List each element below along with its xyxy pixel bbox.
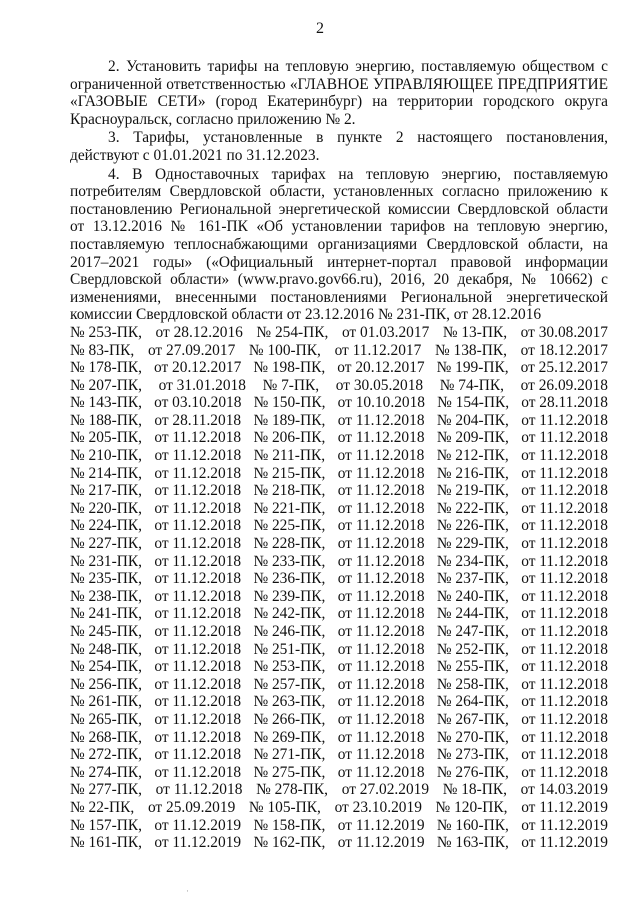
resolution-number: № 74-ПК, bbox=[439, 376, 505, 394]
resolution-number: № 211-ПК, bbox=[253, 447, 326, 465]
resolution-number: № 241-ПК, bbox=[70, 605, 142, 623]
resolution-date: от 11.12.2018 bbox=[154, 482, 242, 500]
resolution-number: № 248-ПК, bbox=[70, 640, 142, 658]
paragraph-amendments: 4. В Одноставочных тарифах на тепловую энергию, поставляемую потребителям Свердловской области, установленных согласно приложению к постановлению Региональной энергетической комиссии Свердловской области от 13.12.2016 № 161-ПК «Об установлении тарифов на тепловую энергию, поставляемую теплоснабжающими организациями Свердловской области, на 2017–2021 годы» («Официальный интернет-портал правовой информации Свердловской области» (www.pravo.gov66.ru), 2016, 20 декабря, № 10662) с изменениями, внесенными постановлениями Региональной энергетической комиссии Свердловской области от 23.12.2016 № 231-ПК, от 28.12.2016 bbox=[70, 165, 608, 324]
amendment-row bbox=[70, 729, 608, 747]
resolution-date: от 11.12.2018 bbox=[154, 429, 242, 447]
amendment-row bbox=[70, 535, 608, 553]
resolution-number: № 154-ПК, bbox=[437, 394, 510, 412]
resolution-date: от 11.12.2018 bbox=[154, 763, 242, 781]
resolution-number: № 244-ПК, bbox=[436, 605, 509, 623]
resolution-number: № 254-ПК, bbox=[256, 323, 329, 341]
amendment-row bbox=[70, 465, 608, 483]
resolution-date: от 11.12.2019 bbox=[337, 816, 425, 834]
resolution-number: № 239-ПК, bbox=[253, 587, 326, 605]
resolution-number: № 266-ПК, bbox=[253, 710, 326, 728]
page-number: 2 bbox=[316, 20, 324, 37]
resolution-date: от 11.12.2018 bbox=[154, 587, 242, 605]
amendment-row bbox=[70, 623, 608, 641]
resolution-date: от 11.12.2019 bbox=[337, 834, 425, 852]
resolution-date: от 11.12.2018 bbox=[337, 552, 425, 570]
resolution-date: от 11.12.2018 bbox=[154, 570, 242, 588]
resolution-date: от 11.12.2018 bbox=[337, 763, 425, 781]
resolution-date: от 11.12.2019 bbox=[521, 798, 608, 816]
resolution-date: от 11.12.2018 bbox=[337, 499, 425, 517]
amendment-row bbox=[70, 605, 608, 623]
resolution-number: № 270-ПК, bbox=[436, 728, 509, 746]
document-body bbox=[70, 58, 608, 852]
resolution-number: № 100-ПК, bbox=[248, 341, 321, 359]
resolution-date: от 26.09.2018 bbox=[520, 376, 608, 394]
amendment-list bbox=[70, 324, 608, 852]
amendment-row bbox=[70, 711, 608, 729]
resolution-date: от 10.10.2018 bbox=[337, 394, 425, 412]
resolution-number: № 226-ПК, bbox=[436, 517, 509, 535]
resolution-number: № 189-ПК, bbox=[253, 411, 326, 429]
resolution-date: от 11.12.2018 bbox=[337, 728, 425, 746]
resolution-date: от 11.12.2018 bbox=[154, 499, 242, 517]
resolution-date: от 11.12.2018 bbox=[337, 464, 425, 482]
resolution-date: от 20.12.2017 bbox=[337, 359, 425, 377]
resolution-date: от 11.12.2018 bbox=[337, 710, 425, 728]
amendment-row bbox=[70, 799, 608, 817]
resolution-date: от 11.12.2018 bbox=[154, 710, 242, 728]
resolution-number: № 13-ПК, bbox=[442, 323, 508, 341]
resolution-date: от 11.12.2018 bbox=[154, 623, 242, 640]
resolution-number: № 218-ПК, bbox=[253, 482, 326, 500]
resolution-date: от 11.12.2018 bbox=[521, 570, 608, 588]
resolution-number: № 212-ПК, bbox=[436, 447, 509, 465]
paragraph-tariffs-set: 2. Установить тарифы на тепловую энергию, поставляемую обществом с ограниченной ответственностью «ГЛАВНОЕ УПРАВЛЯЮЩЕЕ ПРЕДПРИЯТИЕ «ГАЗОВЫЕ СЕТИ» (город Екатеринбург) на территории городского округа Красноуральск, согласно приложению № 2. bbox=[70, 58, 608, 128]
resolution-number: № 229-ПК, bbox=[436, 535, 509, 553]
resolution-number: № 215-ПК, bbox=[253, 464, 326, 482]
amendment-row bbox=[70, 377, 608, 395]
resolution-number: № 161-ПК, bbox=[70, 834, 142, 852]
resolution-number: № 210-ПК, bbox=[70, 447, 142, 465]
resolution-number: № 162-ПК, bbox=[253, 834, 326, 852]
resolution-date: от 11.12.2018 bbox=[521, 710, 608, 728]
resolution-date: от 11.12.2018 bbox=[521, 429, 608, 447]
amendment-row bbox=[70, 588, 608, 606]
amendment-row bbox=[70, 834, 608, 852]
amendment-row bbox=[70, 781, 608, 799]
resolution-number: № 188-ПК, bbox=[70, 411, 142, 429]
resolution-date: от 11.12.2018 bbox=[155, 781, 243, 799]
resolution-date: от 11.12.2018 bbox=[154, 447, 242, 465]
resolution-number: № 247-ПК, bbox=[436, 623, 509, 640]
resolution-date: от 11.12.2018 bbox=[521, 411, 608, 429]
resolution-date: от 11.12.2018 bbox=[154, 517, 242, 535]
resolution-number: № 275-ПК, bbox=[253, 763, 326, 781]
resolution-date: от 11.12.2018 bbox=[154, 605, 242, 623]
amendment-row bbox=[70, 553, 608, 571]
resolution-date: от 11.12.2018 bbox=[337, 447, 425, 465]
resolution-number: № 214-ПК, bbox=[70, 464, 142, 482]
amendment-row bbox=[70, 658, 608, 676]
resolution-date: от 03.10.2018 bbox=[154, 394, 242, 412]
amendment-row bbox=[70, 412, 608, 430]
resolution-number: № 242-ПК, bbox=[253, 605, 326, 623]
resolution-number: № 261-ПК, bbox=[70, 693, 142, 711]
resolution-number: № 269-ПК, bbox=[253, 728, 326, 746]
amendment-row bbox=[70, 517, 608, 535]
resolution-number: № 7-ПК, bbox=[262, 376, 320, 394]
resolution-date: от 11.12.2018 bbox=[154, 693, 242, 711]
resolution-number: № 240-ПК, bbox=[436, 587, 509, 605]
resolution-date: от 18.12.2017 bbox=[520, 341, 608, 359]
resolution-date: от 11.12.2018 bbox=[521, 587, 608, 605]
resolution-number: № 199-ПК, bbox=[436, 359, 509, 377]
resolution-number: № 224-ПК, bbox=[70, 517, 142, 535]
resolution-date: от 31.01.2018 bbox=[158, 376, 246, 394]
resolution-number: № 120-ПК, bbox=[435, 798, 508, 816]
resolution-number: № 221-ПК, bbox=[253, 499, 326, 517]
resolution-number: № 216-ПК, bbox=[436, 464, 509, 482]
resolution-date: от 11.12.2018 bbox=[521, 535, 608, 553]
resolution-date: от 11.12.2018 bbox=[337, 535, 425, 553]
amendment-row bbox=[70, 764, 608, 782]
resolution-date: от 11.12.2018 bbox=[521, 623, 608, 640]
resolution-date: от 23.10.2019 bbox=[334, 798, 422, 816]
resolution-number: № 198-ПК, bbox=[253, 359, 326, 377]
amendment-row bbox=[70, 817, 608, 835]
resolution-date: от 28.11.2018 bbox=[154, 411, 242, 429]
resolution-number: № 178-ПК, bbox=[70, 359, 142, 377]
resolution-date: от 11.12.2018 bbox=[521, 658, 608, 676]
amendment-row bbox=[70, 342, 608, 360]
resolution-date: от 30.05.2018 bbox=[335, 376, 424, 394]
resolution-number: № 245-ПК, bbox=[70, 623, 142, 640]
resolution-number: № 231-ПК, bbox=[70, 552, 142, 570]
resolution-number: № 255-ПК, bbox=[436, 658, 509, 676]
resolution-date: от 11.12.2019 bbox=[154, 834, 242, 852]
resolution-number: № 105-ПК, bbox=[248, 798, 321, 816]
resolution-date: от 11.12.2018 bbox=[154, 535, 242, 553]
amendment-row bbox=[70, 482, 608, 500]
amendment-row bbox=[70, 394, 608, 412]
resolution-number: № 222-ПК, bbox=[436, 499, 509, 517]
resolution-date: от 11.12.2018 bbox=[337, 517, 425, 535]
resolution-number: № 257-ПК, bbox=[253, 675, 326, 693]
resolution-date: от 11.12.2018 bbox=[337, 570, 425, 588]
resolution-number: № 150-ПК, bbox=[253, 394, 326, 412]
amendment-row bbox=[70, 641, 608, 659]
resolution-number: № 220-ПК, bbox=[70, 499, 142, 517]
resolution-date: от 11.12.2018 bbox=[521, 464, 608, 482]
resolution-number: № 233-ПК, bbox=[253, 552, 326, 570]
resolution-date: от 27.09.2017 bbox=[147, 341, 236, 359]
amendment-row bbox=[70, 746, 608, 764]
resolution-date: от 27.02.2019 bbox=[341, 781, 430, 799]
resolution-number: № 235-ПК, bbox=[70, 570, 142, 588]
resolution-number: № 157-ПК, bbox=[70, 816, 142, 834]
resolution-date: от 14.03.2019 bbox=[520, 781, 608, 799]
resolution-number: № 256-ПК, bbox=[70, 675, 142, 693]
resolution-date: от 11.12.2018 bbox=[337, 411, 425, 429]
resolution-number: № 267-ПК, bbox=[436, 710, 509, 728]
resolution-number: № 278-ПК, bbox=[256, 781, 329, 799]
resolution-date: от 11.12.2018 bbox=[154, 464, 242, 482]
resolution-date: от 30.08.2017 bbox=[520, 323, 608, 341]
resolution-date: от 11.12.2018 bbox=[521, 640, 608, 658]
resolution-number: № 160-ПК, bbox=[436, 816, 509, 834]
resolution-date: от 11.12.2019 bbox=[154, 816, 242, 834]
resolution-date: от 25.09.2019 bbox=[147, 798, 236, 816]
amendment-row bbox=[70, 676, 608, 694]
resolution-number: № 238-ПК, bbox=[70, 587, 142, 605]
resolution-number: № 253-ПК, bbox=[253, 658, 326, 676]
resolution-date: от 11.12.2018 bbox=[521, 675, 608, 693]
resolution-number: № 227-ПК, bbox=[70, 535, 142, 553]
resolution-date: от 11.12.2018 bbox=[521, 499, 608, 517]
resolution-date: от 11.12.2018 bbox=[521, 693, 608, 711]
resolution-date: от 11.12.2018 bbox=[337, 693, 425, 711]
resolution-number: № 272-ПК, bbox=[70, 746, 142, 764]
resolution-number: № 265-ПК, bbox=[70, 710, 142, 728]
resolution-date: от 11.12.2018 bbox=[337, 746, 425, 764]
resolution-date: от 01.03.2017 bbox=[341, 323, 430, 341]
resolution-date: от 25.12.2017 bbox=[520, 359, 608, 377]
resolution-date: от 11.12.2017 bbox=[334, 341, 422, 359]
resolution-date: от 11.12.2018 bbox=[337, 640, 425, 658]
resolution-number: № 254-ПК, bbox=[70, 658, 142, 676]
resolution-number: № 209-ПК, bbox=[436, 429, 509, 447]
resolution-date: от 11.12.2018 bbox=[337, 482, 425, 500]
resolution-number: № 234-ПК, bbox=[436, 552, 509, 570]
resolution-date: от 11.12.2018 bbox=[337, 623, 425, 640]
resolution-number: № 18-ПК, bbox=[442, 781, 507, 799]
resolution-date: от 11.12.2018 bbox=[154, 728, 242, 746]
amendment-row bbox=[70, 324, 608, 342]
resolution-number: № 273-ПК, bbox=[436, 746, 509, 764]
resolution-number: № 277-ПК, bbox=[70, 781, 142, 799]
resolution-date: от 11.12.2018 bbox=[154, 658, 242, 676]
resolution-number: № 207-ПК, bbox=[70, 376, 142, 394]
resolution-number: № 143-ПК, bbox=[70, 394, 142, 412]
resolution-date: от 11.12.2018 bbox=[337, 658, 425, 676]
paragraph-tariffs-period: 3. Тарифы, установленные в пункте 2 настоящего постановления, действуют с 01.01.2021 по 31.12.2023. bbox=[70, 129, 608, 164]
resolution-number: № 251-ПК, bbox=[253, 640, 326, 658]
resolution-number: № 225-ПК, bbox=[253, 517, 326, 535]
resolution-number: № 237-ПК, bbox=[436, 570, 509, 588]
resolution-number: № 219-ПК, bbox=[436, 482, 509, 500]
resolution-number: № 252-ПК, bbox=[436, 640, 509, 658]
resolution-number: № 138-ПК, bbox=[434, 341, 507, 359]
amendment-row bbox=[70, 693, 608, 711]
amendment-row bbox=[70, 359, 608, 377]
resolution-number: № 264-ПК, bbox=[436, 693, 509, 711]
resolution-date: от 11.12.2018 bbox=[521, 763, 608, 781]
resolution-number: № 206-ПК, bbox=[253, 429, 326, 447]
resolution-number: № 205-ПК, bbox=[70, 429, 142, 447]
resolution-date: от 11.12.2018 bbox=[521, 605, 608, 623]
resolution-number: № 22-ПК, bbox=[70, 798, 135, 816]
resolution-date: от 11.12.2018 bbox=[337, 587, 425, 605]
resolution-date: от 11.12.2019 bbox=[521, 834, 608, 852]
amendment-row bbox=[70, 447, 608, 465]
resolution-number: № 83-ПК, bbox=[70, 341, 135, 359]
resolution-number: № 271-ПК, bbox=[253, 746, 326, 764]
resolution-number: № 274-ПК, bbox=[70, 763, 142, 781]
resolution-number: № 253-ПК, bbox=[70, 323, 142, 341]
resolution-number: № 163-ПК, bbox=[436, 834, 509, 852]
resolution-date: от 11.12.2018 bbox=[154, 640, 242, 658]
resolution-date: от 11.12.2019 bbox=[521, 816, 608, 834]
resolution-date: от 11.12.2018 bbox=[337, 605, 425, 623]
resolution-date: от 11.12.2018 bbox=[521, 482, 608, 500]
resolution-number: № 217-ПК, bbox=[70, 482, 142, 500]
resolution-number: № 263-ПК, bbox=[253, 693, 326, 711]
scan-mark: · bbox=[186, 886, 189, 896]
resolution-date: от 28.11.2018 bbox=[521, 394, 608, 412]
resolution-date: от 20.12.2017 bbox=[153, 359, 242, 377]
resolution-number: № 276-ПК, bbox=[436, 763, 509, 781]
resolution-date: от 11.12.2018 bbox=[521, 552, 608, 570]
resolution-number: № 258-ПК, bbox=[436, 675, 509, 693]
resolution-number: № 236-ПК, bbox=[253, 570, 326, 588]
amendment-row bbox=[70, 429, 608, 447]
resolution-number: № 228-ПК, bbox=[253, 535, 326, 553]
resolution-date: от 28.12.2016 bbox=[155, 323, 243, 341]
amendment-row bbox=[70, 570, 608, 588]
resolution-date: от 11.12.2018 bbox=[521, 447, 608, 465]
resolution-date: от 11.12.2018 bbox=[154, 746, 242, 764]
resolution-date: от 11.12.2018 bbox=[337, 429, 425, 447]
resolution-number: № 268-ПК, bbox=[70, 728, 142, 746]
resolution-date: от 11.12.2018 bbox=[521, 746, 608, 764]
resolution-date: от 11.12.2018 bbox=[521, 517, 608, 535]
amendment-row bbox=[70, 500, 608, 518]
resolution-date: от 11.12.2018 bbox=[337, 675, 425, 693]
resolution-date: от 11.12.2018 bbox=[521, 728, 608, 746]
resolution-date: от 11.12.2018 bbox=[154, 675, 242, 693]
resolution-number: № 246-ПК, bbox=[253, 623, 326, 640]
resolution-number: № 204-ПК, bbox=[436, 411, 509, 429]
resolution-number: № 158-ПК, bbox=[253, 816, 326, 834]
resolution-date: от 11.12.2018 bbox=[154, 552, 242, 570]
